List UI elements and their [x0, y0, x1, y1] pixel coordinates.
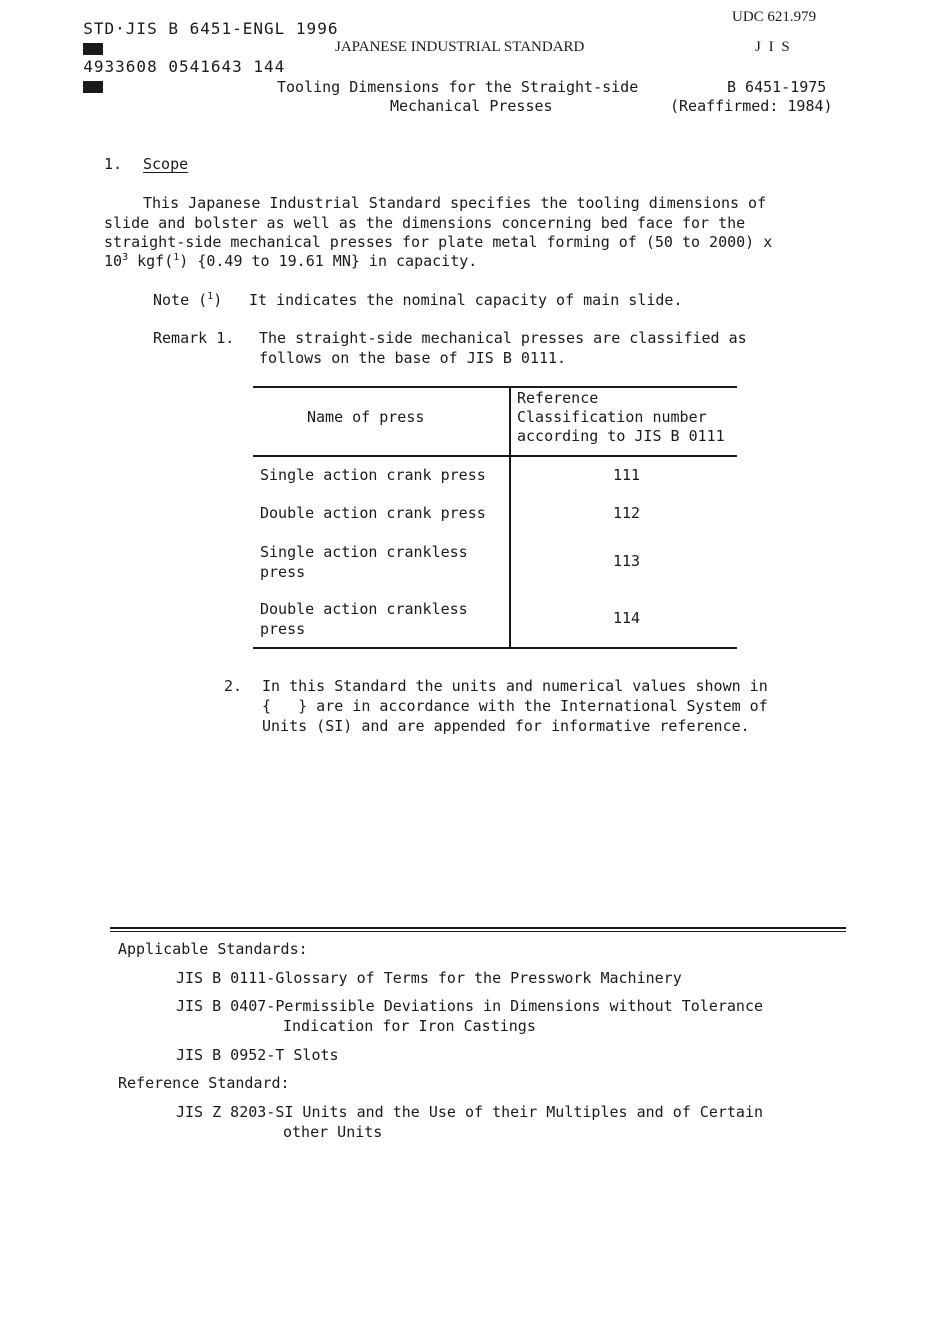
note-sup: 1 [207, 291, 214, 302]
note-label: Note ( [153, 291, 208, 309]
standard-number: B 6451-1975 [727, 78, 827, 96]
remark-2-line: { } are in accordance with the International System of [262, 697, 768, 715]
scope-paragraph-line: This Japanese Industrial Standard specifies the tooling dimensions of [143, 194, 767, 212]
remark-2-line: In this Standard the units and numerical values shown in [262, 677, 768, 695]
stamp-right-text: 4933608 0541643 144 [83, 57, 286, 76]
applicable-standards-label: Applicable Standards: [118, 940, 308, 958]
table-row-name: press [260, 563, 306, 581]
table-header-cell: Classification number [517, 408, 707, 426]
jis-mark: J I S [755, 39, 792, 55]
remark-line: follows on the base of JIS B 0111. [259, 349, 567, 367]
footer-rule [110, 931, 846, 932]
note-close: ) [213, 291, 223, 309]
remark-line: The straight-side mechanical presses are classified as [259, 329, 747, 347]
table-header-cell: according to JIS B 0111 [517, 427, 725, 445]
stamp-left-text: STD·JIS B 6451-ENGL 1996 [83, 19, 339, 38]
stamp-block-mark [83, 43, 103, 55]
footnote-ref: 1 [173, 252, 180, 263]
capacity-text: ) {0.49 to 19.61 MN} in capacity. [179, 252, 478, 270]
table-row-name: press [260, 620, 306, 638]
scope-paragraph-line: straight-side mechanical presses for plate metal forming of (50 to 2000) x [104, 233, 773, 251]
note [153, 291, 222, 312]
table-header-rule [253, 455, 737, 457]
table-header-cell: Name of press [307, 408, 425, 426]
table-top-rule [253, 386, 737, 388]
remark-label: Remark 1. [153, 329, 235, 347]
applicable-standard-line: JIS B 0952-T Slots [176, 1046, 339, 1064]
table-bottom-rule [253, 647, 737, 649]
table-row-code: 114 [613, 609, 641, 627]
stamp-block-mark [83, 81, 103, 93]
reference-standard-line: JIS Z 8203-SI Units and the Use of their Multiples and of Certain [176, 1103, 763, 1121]
note-text: It indicates the nominal capacity of main slide. [249, 291, 683, 309]
applicable-standard-line: Indication for Iron Castings [283, 1017, 536, 1035]
table-row-name: Single action crank press [260, 466, 486, 484]
title-line-2: Mechanical Presses [390, 97, 553, 115]
applicable-standard-line: JIS B 0111-Glossary of Terms for the Presswork Machinery [176, 969, 682, 987]
applicable-standard-line: JIS B 0407-Permissible Deviations in Dimensions without Tolerance [176, 997, 763, 1015]
unit-text: kgf( [128, 252, 174, 270]
title-line-1: Tooling Dimensions for the Straight-side [277, 78, 639, 96]
table-row-code: 111 [613, 466, 641, 484]
udc-number: UDC 621.979 [732, 9, 817, 25]
remark-2-line: Units (SI) and are appended for informative reference. [262, 717, 750, 735]
section-heading: Scope [143, 155, 189, 173]
reference-standard-label: Reference Standard: [118, 1074, 290, 1092]
table-header-cell: Reference [517, 389, 599, 407]
scope-paragraph-line: slide and bolster as well as the dimensions concerning bed face for the [104, 214, 746, 232]
exponent-base: 10 [104, 252, 123, 270]
reference-standard-line: other Units [283, 1123, 383, 1141]
exponent: 3 [122, 252, 129, 263]
table-column-divider [509, 387, 511, 648]
section-number: 1. [104, 155, 123, 173]
remark-2-number: 2. [224, 677, 243, 695]
table-row-code: 113 [613, 552, 641, 570]
table-row-name: Double action crank press [260, 504, 486, 522]
scope-paragraph-line [104, 252, 477, 273]
table-row-code: 112 [613, 504, 641, 522]
reaffirmed-date: (Reaffirmed: 1984) [670, 97, 833, 115]
standard-name: JAPANESE INDUSTRIAL STANDARD [335, 39, 585, 55]
table-row-name: Double action crankless [260, 600, 468, 618]
table-row-name: Single action crankless [260, 543, 468, 561]
footer-rule [110, 927, 846, 929]
